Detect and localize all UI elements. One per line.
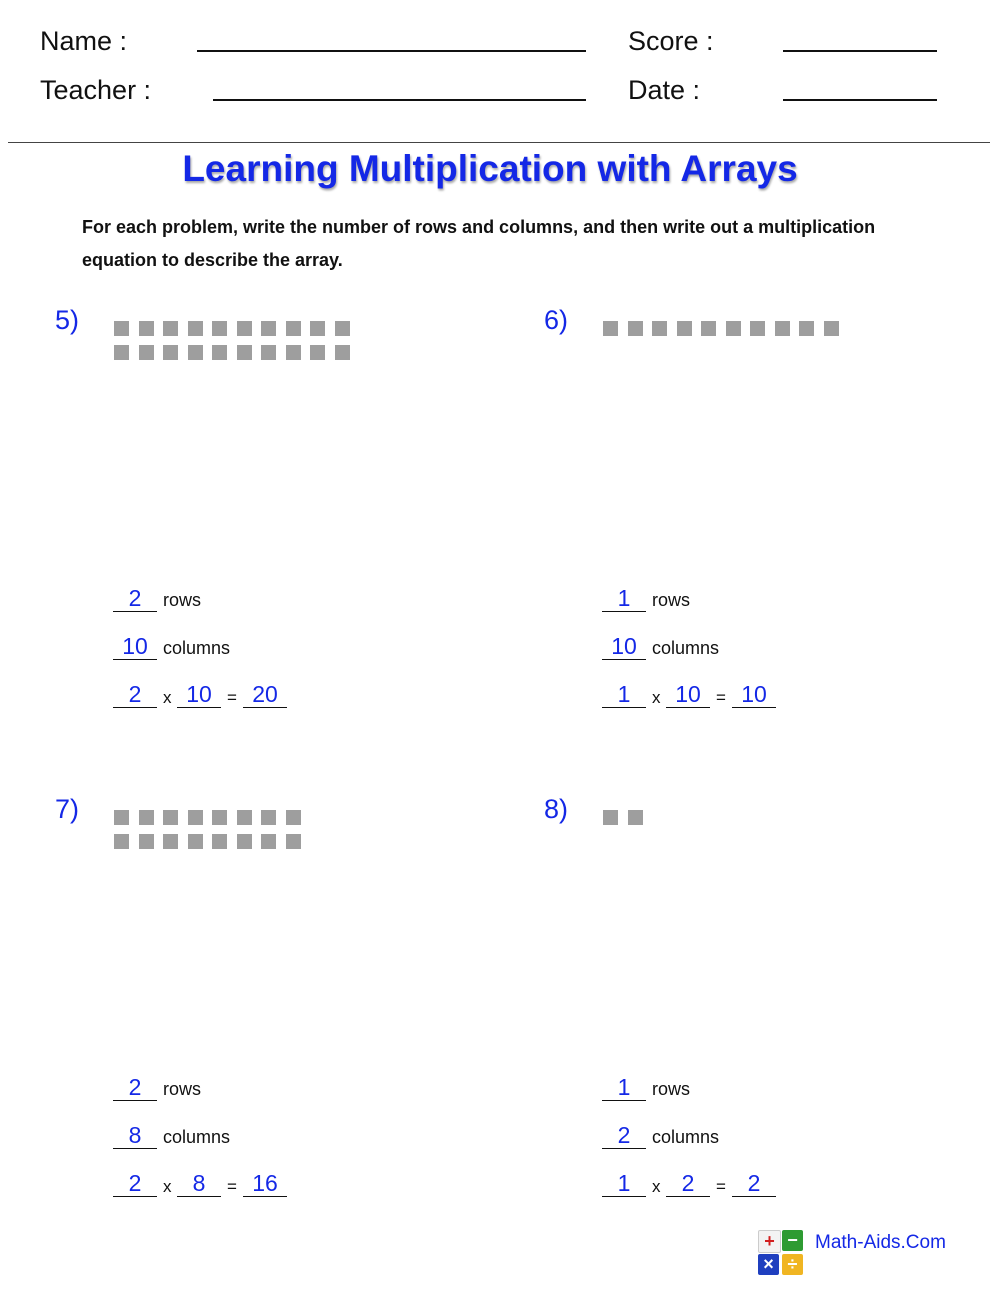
array-square (628, 321, 643, 336)
name-label: Name : (40, 26, 128, 56)
array-square (286, 810, 301, 825)
array-square (261, 834, 276, 849)
array-square (261, 810, 276, 825)
array-square (114, 321, 129, 336)
array-square (114, 345, 129, 360)
array-square (677, 321, 692, 336)
name-field[interactable] (197, 50, 586, 52)
problem-number: 5) (55, 305, 80, 335)
rows-label: rows (652, 590, 691, 610)
factor2-answer[interactable]: 10 (177, 681, 221, 708)
array-square (799, 321, 814, 336)
times-sign: x (652, 688, 661, 707)
array-square (188, 321, 203, 336)
date-field[interactable] (783, 99, 937, 101)
array-square (139, 321, 154, 336)
times-sign: x (163, 688, 172, 707)
rows-answer[interactable]: 1 (602, 585, 646, 612)
divide-icon: ÷ (782, 1254, 803, 1275)
equals-sign: = (227, 1177, 237, 1196)
columns-label: columns (652, 1127, 720, 1147)
rows-answer[interactable]: 1 (602, 1074, 646, 1101)
array-square (212, 321, 227, 336)
teacher-field[interactable] (213, 99, 586, 101)
array-square (628, 810, 643, 825)
array-square (237, 810, 252, 825)
array-square (212, 834, 227, 849)
factor2-answer[interactable]: 8 (177, 1170, 221, 1197)
product-answer[interactable]: 2 (732, 1170, 776, 1197)
array-square (163, 810, 178, 825)
columns-label: columns (652, 638, 720, 658)
factor1-answer[interactable]: 1 (602, 1170, 646, 1197)
columns-answer[interactable]: 2 (602, 1122, 646, 1149)
array-square (114, 834, 129, 849)
array-square (652, 321, 667, 336)
array-square (701, 321, 716, 336)
times-sign: x (163, 1177, 172, 1196)
array-square (237, 345, 252, 360)
array-square (237, 834, 252, 849)
columns-label: columns (163, 638, 231, 658)
array-square (824, 321, 839, 336)
array-square (335, 321, 350, 336)
factor1-answer[interactable]: 1 (602, 681, 646, 708)
header-divider (8, 142, 990, 143)
factor2-answer[interactable]: 2 (666, 1170, 710, 1197)
array-square (212, 810, 227, 825)
array-square (286, 321, 301, 336)
array-square (603, 321, 618, 336)
array-square (163, 834, 178, 849)
factor1-answer[interactable]: 2 (113, 1170, 157, 1197)
array-square (750, 321, 765, 336)
array-square (114, 810, 129, 825)
array-square (212, 345, 227, 360)
array-square (775, 321, 790, 336)
array-square (286, 345, 301, 360)
array-square (188, 834, 203, 849)
dot-array (114, 321, 350, 360)
array-square (603, 810, 618, 825)
dot-array (603, 810, 643, 825)
problem-number: 6) (544, 305, 569, 335)
rows-label: rows (163, 1079, 202, 1099)
columns-label: columns (163, 1127, 231, 1147)
date-label: Date : (628, 75, 701, 105)
dot-array (603, 321, 839, 336)
equals-sign: = (716, 1177, 726, 1196)
times-icon: × (758, 1254, 779, 1275)
array-square (139, 810, 154, 825)
rows-answer[interactable]: 2 (113, 585, 157, 612)
array-square (335, 345, 350, 360)
times-sign: x (652, 1177, 661, 1196)
score-field[interactable] (783, 50, 937, 52)
score-label: Score : (628, 26, 714, 56)
teacher-label: Teacher : (40, 75, 152, 105)
factor1-answer[interactable]: 2 (113, 681, 157, 708)
array-square (139, 834, 154, 849)
plus-icon: + (758, 1230, 781, 1253)
array-square (237, 321, 252, 336)
array-square (139, 345, 154, 360)
instructions: For each problem, write the number of rows and columns, and then write out a multiplication equation to describe the array. (82, 217, 876, 270)
problem-number: 8) (544, 794, 569, 824)
array-square (726, 321, 741, 336)
rows-label: rows (163, 590, 202, 610)
worksheet-title: Learning Multiplication with Arrays (182, 148, 798, 189)
array-square (286, 834, 301, 849)
equals-sign: = (227, 688, 237, 707)
array-square (310, 345, 325, 360)
array-square (188, 810, 203, 825)
math-operations-icon (758, 1230, 804, 1276)
product-answer[interactable]: 16 (243, 1170, 287, 1197)
array-square (310, 321, 325, 336)
array-square (163, 321, 178, 336)
problem-number: 7) (55, 794, 80, 824)
array-square (188, 345, 203, 360)
array-square (261, 345, 276, 360)
factor2-answer[interactable]: 10 (666, 681, 710, 708)
array-square (261, 321, 276, 336)
columns-answer[interactable]: 10 (602, 633, 646, 660)
columns-answer[interactable]: 10 (113, 633, 157, 660)
columns-answer[interactable]: 8 (113, 1122, 157, 1149)
rows-label: rows (652, 1079, 691, 1099)
equals-sign: = (716, 688, 726, 707)
rows-answer[interactable]: 2 (113, 1074, 157, 1101)
product-answer[interactable]: 10 (732, 681, 776, 708)
array-square (163, 345, 178, 360)
product-answer[interactable]: 20 (243, 681, 287, 708)
dot-array (114, 810, 301, 849)
minus-icon: − (782, 1230, 803, 1251)
site-name[interactable]: Math-Aids.Com (815, 1232, 946, 1253)
